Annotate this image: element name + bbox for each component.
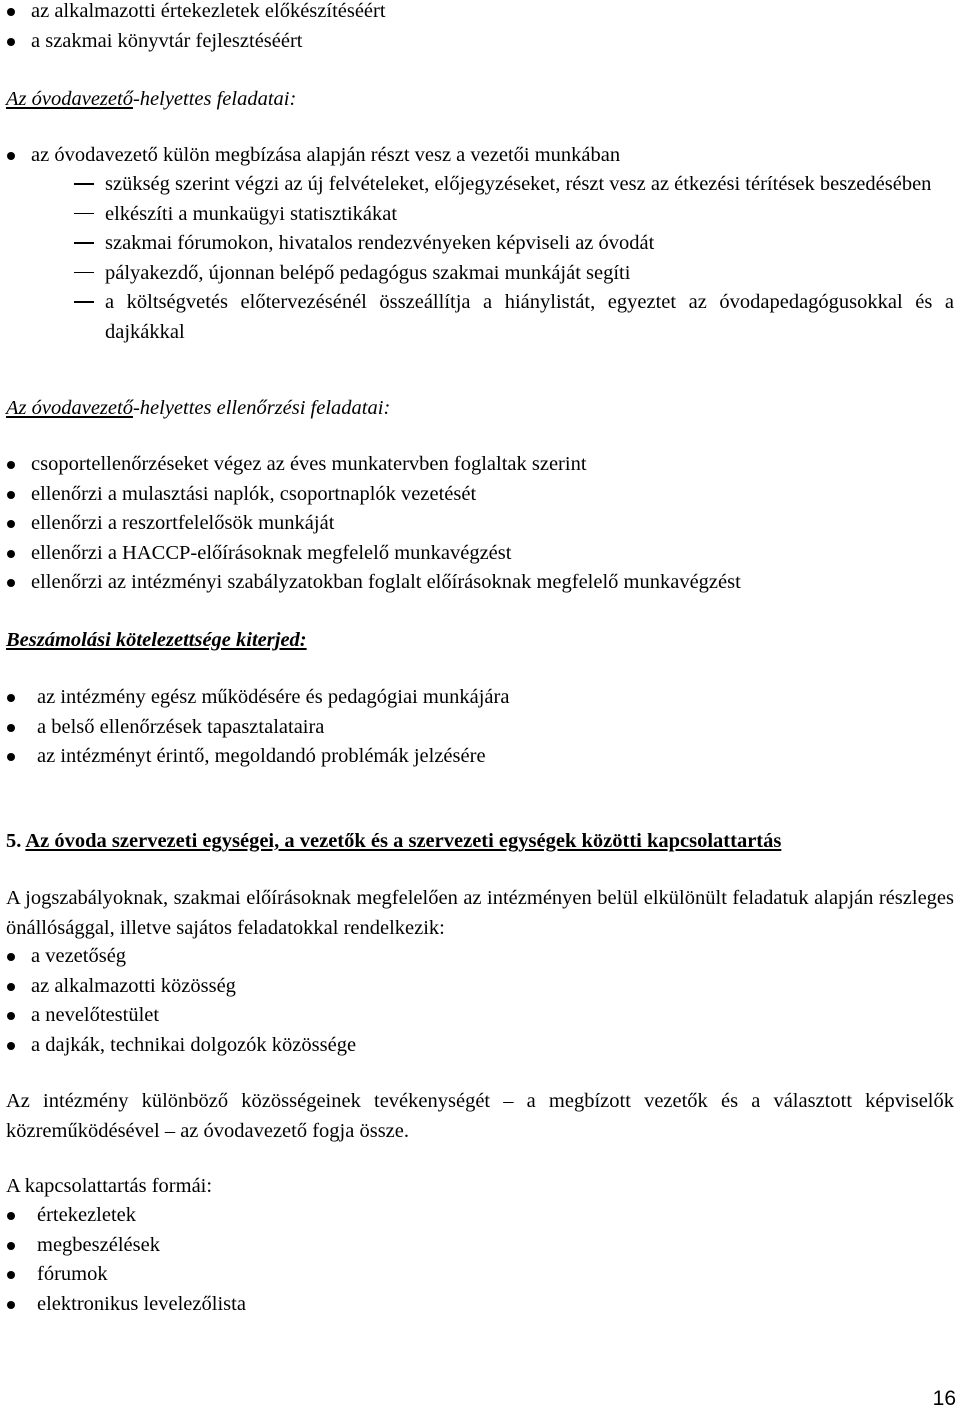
dash-item: elkészíti a munkaügyi statisztikákat: [6, 200, 954, 230]
list-item: az intézmény egész működésére és pedagógiai munkájára: [6, 683, 954, 713]
list-item: ellenőrzi az intézményi szabályzatokban foglalt előírásoknak megfelelő munkavégzést: [6, 568, 954, 598]
section-number: 5.: [6, 830, 26, 852]
reporting-list: [6, 683, 954, 772]
list-item: a nevelőtestület: [6, 1001, 954, 1031]
list-item: az óvodavezető külön megbízása alapján részt vesz a vezetői munkában: [6, 141, 954, 171]
list-item: ellenőrzi a mulasztási naplók, csoportnaplók vezetését: [6, 480, 954, 510]
list-item: az intézményt érintő, megoldandó problémák jelzésére: [6, 742, 954, 772]
list-item: ellenőrzi a reszortfelelősök munkáját: [6, 509, 954, 539]
heading-rest-part: -helyettes feladatai:: [132, 88, 297, 110]
list-item: a belső ellenőrzések tapasztalataira: [6, 713, 954, 743]
dash-item: pályakezdő, újonnan belépő pedagógus szakmai munkáját segíti: [6, 259, 954, 289]
list-item: fórumok: [6, 1260, 954, 1290]
section-title: Az óvoda szervezeti egységei, a vezetők és a szervezeti egységek közötti kapcsolattartás: [25, 830, 782, 852]
dash-item: szükség szerint végzi az új felvételeket, előjegyzéseket, részt vesz az étkezési térítések beszedésében: [6, 170, 954, 200]
deputy-tasks-heading: [6, 85, 954, 115]
list-item: megbeszélések: [6, 1231, 954, 1261]
list-item: értekezletek: [6, 1201, 954, 1231]
reporting-heading: Beszámolási kötelezettsége kiterjed:: [6, 629, 307, 651]
deputy-tasks-list: [6, 141, 954, 171]
page-number: 16: [932, 1387, 956, 1410]
list-item: a dajkák, technikai dolgozók közössége: [6, 1031, 954, 1061]
section-5-heading: [6, 827, 954, 857]
dash-item: a költségvetés előtervezésénél összeállítja a hiánylistát, egyeztet az óvodapedagógusokkal és a dajkákkal: [6, 288, 954, 347]
deputy-subtasks-list: [6, 170, 954, 347]
top-bullet-list: [6, 0, 954, 56]
control-tasks-heading: [6, 394, 954, 424]
contact-forms-list: [6, 1201, 954, 1319]
list-item: az alkalmazotti értekezletek előkészítéséért: [6, 0, 954, 27]
list-item: az alkalmazotti közösség: [6, 972, 954, 1002]
list-item: csoportellenőrzéseket végez az éves munkatervben foglaltak szerint: [6, 450, 954, 480]
dash-item: szakmai fórumokon, hivatalos rendezvényeken képviseli az óvodát: [6, 229, 954, 259]
control-tasks-list: [6, 450, 954, 598]
section-5-intro: A jogszabályoknak, szakmai előírásoknak megfelelően az intézményen belül elkülönült feladatuk alapján részleges önállósággal, illetve sajátos feladatokkal rendelkezik:: [6, 887, 954, 939]
list-item: elektronikus levelezőlista: [6, 1290, 954, 1320]
heading-rest-part: -helyettes ellenőrzési feladatai:: [132, 397, 391, 419]
contact-forms-heading: A kapcsolattartás formái:: [6, 1175, 213, 1197]
heading-underlined-part: Az óvodavezető: [6, 88, 133, 110]
coordination-paragraph: Az intézmény különböző közösségeinek tevékenységét – a megbízott vezetők és a választott képviselők közreműködésével – az óvodavezető fogja össze.: [6, 1090, 954, 1142]
list-item: ellenőrzi a HACCP-előírásoknak megfelelő munkavégzést: [6, 539, 954, 569]
list-item: a vezetőség: [6, 942, 954, 972]
list-item: a szakmai könyvtár fejlesztéséért: [6, 27, 954, 57]
heading-underlined-part: Az óvodavezető: [6, 397, 133, 419]
units-list: [6, 942, 954, 1060]
